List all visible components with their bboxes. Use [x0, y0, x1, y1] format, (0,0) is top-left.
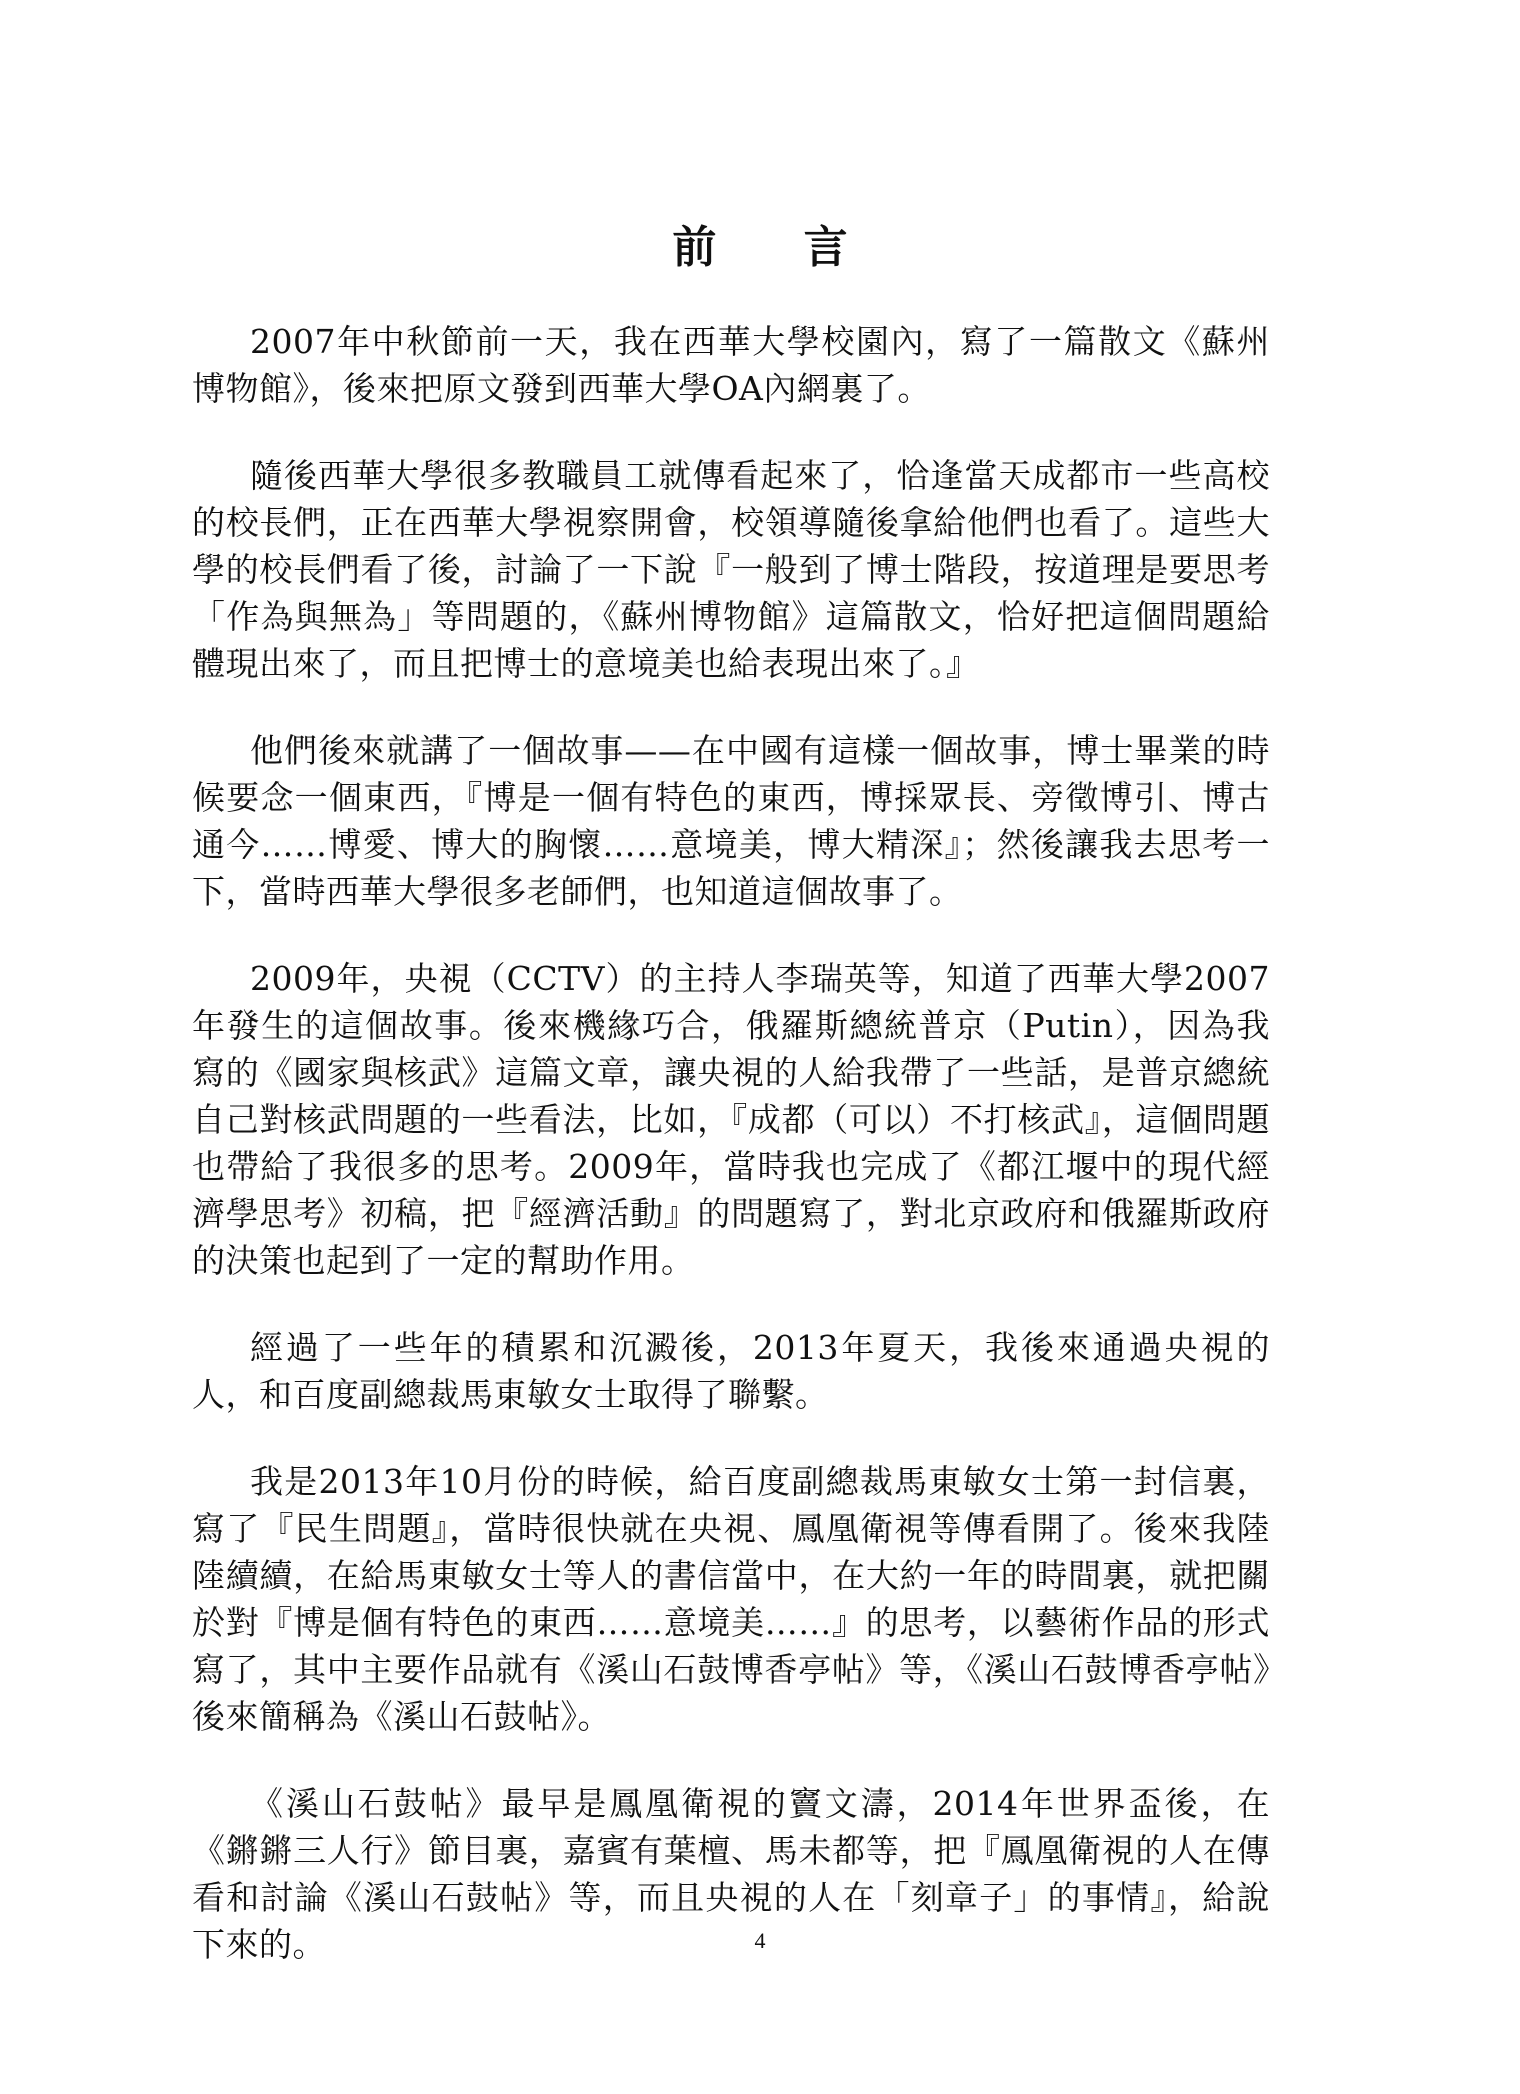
paragraph-1: 2007年中秋節前一天，我在西華大學校園內，寫了一篇散文《蘇州博物館》，後來把原文發到西華大學OA內網裏了。 [192, 322, 1270, 408]
page-title: 前 言 [672, 222, 884, 273]
paragraph-4: 2009年，央視（CCTV）的主持人李瑞英等，知道了西華大學2007年發生的這個故事。後來機緣巧合，俄羅斯總統普京（Putin），因為我寫的《國家與核武》這篇文章，讓央視的人給我帶了一些話，是普京總統自己對核武問題的一些看法，比如，『成都（可以）不打核武』，這個問題也帶給了我很多的思考。2009年，當時我也完成了《都江堰中的現代經濟學思考》初稿，把『經濟活動』的問題寫了，對北京政府和俄羅斯政府的決策也起到了一定的幫助作用。 [192, 959, 1270, 1280]
page-number: 4 [754, 1928, 766, 1953]
paragraph-6: 我是2013年10月份的時候，給百度副總裁馬東敏女士第一封信裏，寫了『民生問題』，當時很快就在央視、鳳凰衛視等傳看開了。後來我陸陸續續，在給馬東敏女士等人的書信當中，在大約一年的時間裏，就把關於對『博是個有特色的東西……意境美……』的思考，以藝術作品的形式寫了，其中主要作品就有《溪山石鼓博香亭帖》等，《溪山石鼓博香亭帖》後來簡稱為《溪山石鼓帖》。 [192, 1462, 1270, 1736]
paragraph-2: 隨後西華大學很多教職員工就傳看起來了，恰逢當天成都市一些高校的校長們，正在西華大學視察開會，校領導隨後拿給他們也看了。這些大學的校長們看了後，討論了一下說『一般到了博士階段，按道理是要思考「作為與無為」等問題的，《蘇州博物館》這篇散文，恰好把這個問題給體現出來了，而且把博士的意境美也給表現出來了。』 [192, 456, 1270, 683]
paragraph-5: 經過了一些年的積累和沉澱後，2013年夏天，我後來通過央視的人，和百度副總裁馬東敏女士取得了聯繫。 [192, 1328, 1270, 1414]
paragraph-3: 他們後來就講了一個故事——在中國有這樣一個故事，博士畢業的時候要念一個東西，『博是一個有特色的東西，博採眾長、旁徵博引、博古通今……博愛、博大的胸懷……意境美，博大精深』；然後讓我去思考一下，當時西華大學很多老師們，也知道這個故事了。 [192, 731, 1270, 911]
body-text [192, 318, 1270, 2008]
paragraph-7: 《溪山石鼓帖》最早是鳳凰衛視的竇文濤，2014年世界盃後，在《鏘鏘三人行》節目裏，嘉賓有葉檀、馬未都等，把『鳳凰衛視的人在傳看和討論《溪山石鼓帖》等，而且央視的人在「刻章子」的事情』，給說下來的。 [192, 1784, 1270, 1964]
